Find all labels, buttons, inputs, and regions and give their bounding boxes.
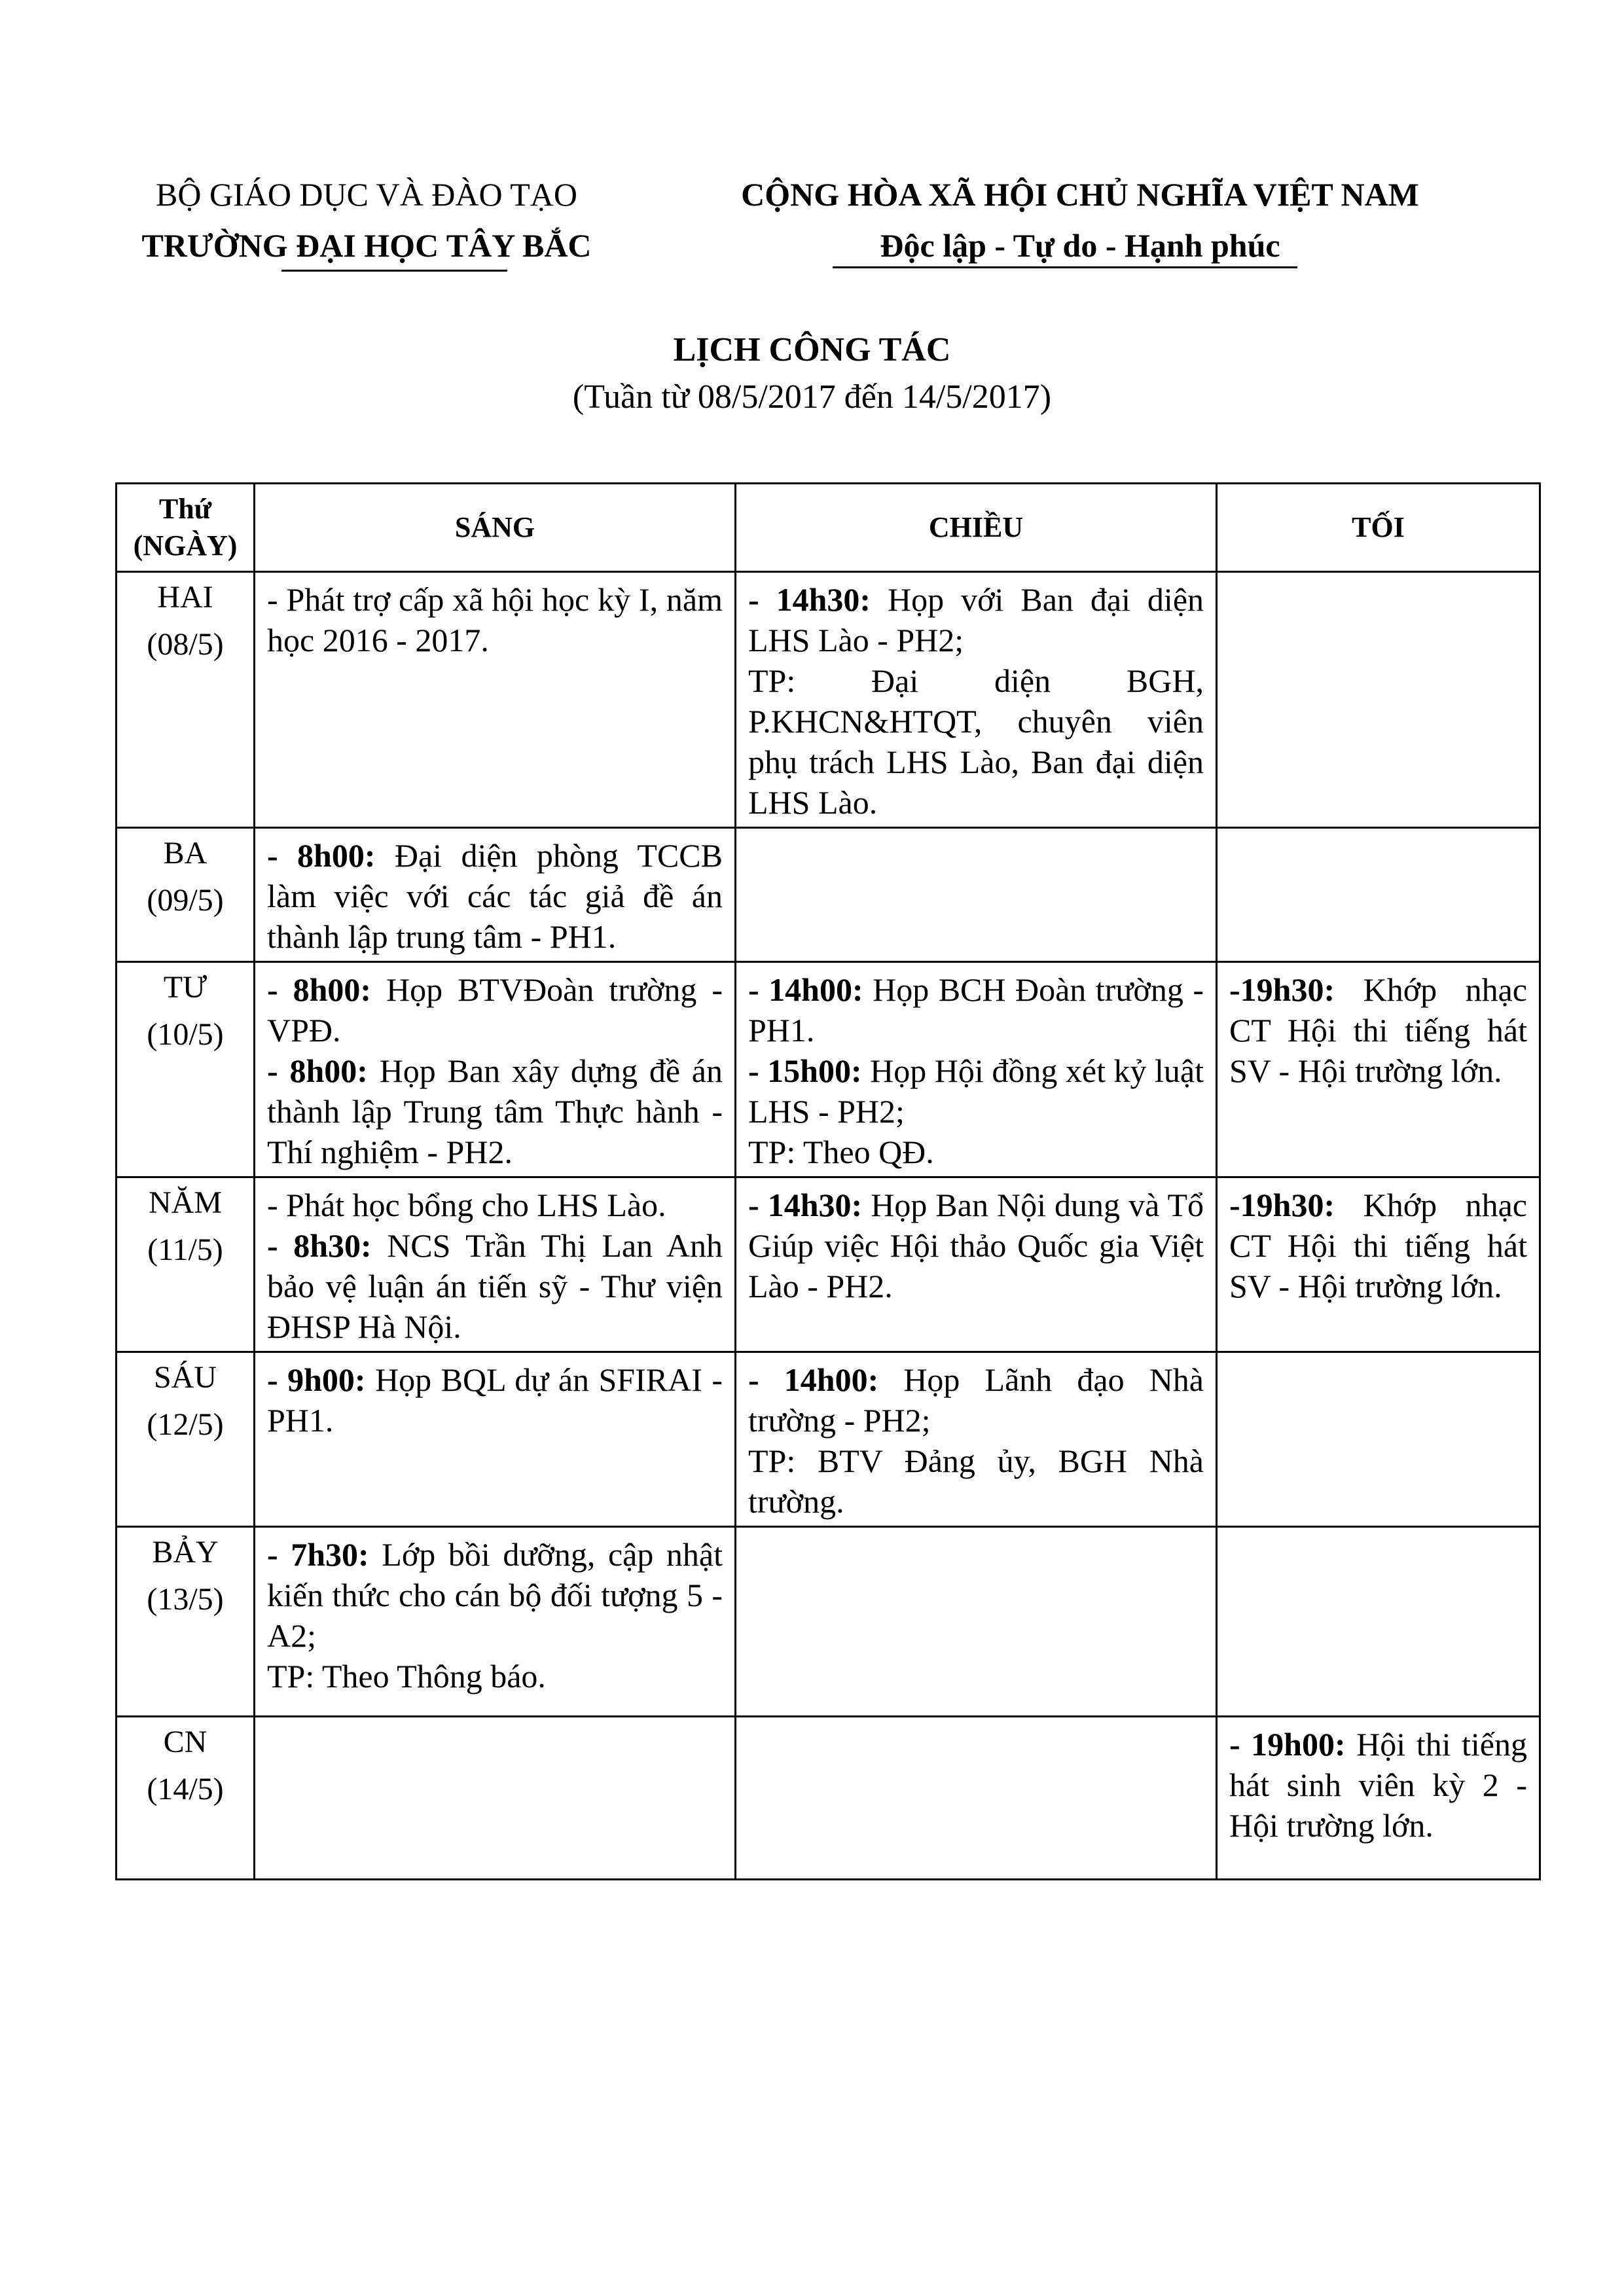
schedule-entry [748,1050,1204,1132]
weekday-label: HAI [157,580,213,615]
column-header-evening: TỐI [1217,484,1540,572]
schedule-entry [748,1359,1204,1441]
schedule-entry [748,1441,1204,1522]
morning-cell [255,1527,736,1717]
weekday-label: TƯ [163,970,208,1005]
entry-text: Họp Lãnh đạo Nhà trường - PH2; [748,1361,1204,1439]
morning-cell [255,1352,736,1527]
entry-text: Họp Ban xây dựng đề án thành lập Trung tâm Thực hành - Thí nghiệm - PH2. [267,1052,723,1170]
table-row [117,1352,1540,1527]
date-label: (11/5) [147,1232,223,1267]
entry-time: -19h30: [1229,1187,1335,1223]
schedule-entry [748,1132,1204,1172]
table-row [117,1717,1540,1880]
afternoon-cell [736,1352,1217,1527]
schedule-entry [267,1534,723,1656]
entry-text: TP: Đại diện BGH, P.KHCN&HTQT, chuyên viên phụ trách LHS Lào, Ban đại diện LHS Lào. [748,662,1204,821]
entry-time: - 14h00: [748,971,863,1008]
table-row [117,962,1540,1177]
motto-underline [833,266,1297,268]
entry-time: -19h30: [1229,971,1335,1008]
entry-text: TP: BTV Đảng ủy, BGH Nhà trường. [748,1443,1204,1520]
weekday-label: NĂM [148,1185,222,1220]
entry-text: Họp BTVĐoàn trường - VPĐ. [267,971,723,1049]
schedule-entry [267,1359,723,1441]
entry-text: TP: Theo Thông báo. [267,1658,546,1695]
day-cell [117,1717,255,1880]
afternoon-cell [736,828,1217,962]
entry-text: - Phát trợ cấp xã hội học kỳ I, năm học 2016 - 2017. [267,581,723,658]
day-cell [117,1352,255,1527]
evening-cell [1217,1352,1540,1527]
entry-text: Họp Hội đồng xét kỷ luật LHS - PH2; [748,1052,1204,1130]
issuer-underline [281,270,507,272]
entry-time: - 15h00: [748,1052,862,1089]
afternoon-cell [736,1177,1217,1352]
document-subtitle: (Tuần từ 08/5/2017 đến 14/5/2017) [572,378,1052,416]
evening-cell [1217,1717,1540,1880]
schedule-table [115,482,1541,1880]
entry-time: - 8h00: [267,837,376,874]
table-header-row [117,484,1540,572]
entry-time: - 7h30: [267,1536,369,1573]
entry-text: TP: Theo QĐ. [748,1134,934,1170]
afternoon-cell [736,1717,1217,1880]
afternoon-cell [736,1527,1217,1717]
schedule-entry [267,835,723,957]
schedule-entry [748,579,1204,660]
evening-cell [1217,572,1540,828]
schedule-entry [267,579,723,660]
entry-text: NCS Trần Thị Lan Anh bảo vệ luận án tiến sỹ - Thư viện ĐHSP Hà Nội. [267,1227,723,1345]
entry-time: - 8h00: [267,971,372,1008]
table-row [117,1177,1540,1352]
evening-cell [1217,962,1540,1177]
column-header-date-label: (NGÀY) [133,529,238,562]
morning-cell [255,1177,736,1352]
afternoon-cell [736,962,1217,1177]
date-label: (13/5) [147,1582,224,1617]
schedule-entry [748,660,1204,823]
schedule-entry [267,1185,723,1225]
schedule-entry [267,969,723,1050]
date-label: (08/5) [147,627,224,662]
entry-text: Họp Ban Nội dung và Tổ Giúp việc Hội thảo Quốc gia Việt Lào - PH2. [748,1187,1204,1304]
day-cell [117,572,255,828]
evening-cell [1217,828,1540,962]
entry-text: Đại diện phòng TCCB làm việc với các tác giả đề án thành lập trung tâm - PH1. [267,837,723,955]
document-title: LỊCH CÔNG TÁC [673,331,951,368]
morning-cell [255,962,736,1177]
entry-time: - 8h30: [267,1227,372,1264]
entry-time: - 14h30: [748,1187,863,1223]
national-motto: Độc lập - Tự do - Hạnh phúc [880,227,1280,264]
morning-cell [255,572,736,828]
day-cell [117,962,255,1177]
entry-time: - 9h00: [267,1361,366,1398]
table-row [117,828,1540,962]
schedule-entry [267,1656,723,1696]
weekday-label: BẢY [152,1535,219,1570]
entry-text: Họp BCH Đoàn trường - PH1. [748,971,1204,1049]
day-cell [117,828,255,962]
entry-text: Hội thi tiếng hát sinh viên kỳ 2 - Hội trường lớn. [1229,1726,1527,1844]
weekday-label: BA [163,836,208,870]
entry-text: - Phát học bổng cho LHS Lào. [267,1187,666,1223]
column-header-morning: SÁNG [255,484,736,572]
weekday-label: CN [163,1725,208,1759]
column-header-afternoon: CHIỀU [736,484,1217,572]
entry-time: - 19h00: [1229,1726,1346,1763]
column-header-day-label: Thứ [158,493,212,525]
entry-text: Lớp bồi dưỡng, cập nhật kiến thức cho cán bộ đối tượng 5 - A2; [267,1536,723,1654]
schedule-entry [1229,969,1527,1091]
day-cell [117,1177,255,1352]
university-name: TRƯỜNG ĐẠI HỌC TÂY BẮC [141,227,592,264]
schedule-entry [267,1225,723,1347]
entry-time: - 14h30: [748,581,871,618]
weekday-label: SÁU [153,1360,217,1395]
entry-time: - 14h00: [748,1361,879,1398]
date-label: (14/5) [147,1772,224,1806]
entry-text: Khớp nhạc CT Hội thi tiếng hát SV - Hội trường lớn. [1229,1187,1527,1304]
schedule-entry [748,969,1204,1050]
date-label: (09/5) [147,883,224,918]
table-row [117,1527,1540,1717]
ministry-name: BỘ GIÁO DỤC VÀ ĐÀO TẠO [156,176,577,213]
column-header-day [117,484,255,572]
afternoon-cell [736,572,1217,828]
schedule-body [117,572,1540,1880]
entry-text: Họp BQL dự án SFIRAI - PH1. [267,1361,723,1439]
date-label: (10/5) [147,1017,224,1052]
entry-time: - 8h00: [267,1052,368,1089]
issuer-block [98,169,635,271]
schedule-entry [1229,1185,1527,1306]
schedule-entry [748,1185,1204,1306]
table-row [117,572,1540,828]
entry-text: Khớp nhạc CT Hội thi tiếng hát SV - Hội trường lớn. [1229,971,1527,1089]
date-label: (12/5) [147,1407,224,1442]
evening-cell [1217,1177,1540,1352]
morning-cell [255,1717,736,1880]
national-header [674,169,1486,271]
country-name: CỘNG HÒA XÃ HỘI CHỦ NGHĨA VIỆT NAM [741,176,1419,213]
schedule-entry [267,1050,723,1172]
schedule-entry [1229,1724,1527,1846]
entry-text: Họp với Ban đại diện LHS Lào - PH2; [748,581,1204,658]
morning-cell [255,828,736,962]
evening-cell [1217,1527,1540,1717]
day-cell [117,1527,255,1717]
